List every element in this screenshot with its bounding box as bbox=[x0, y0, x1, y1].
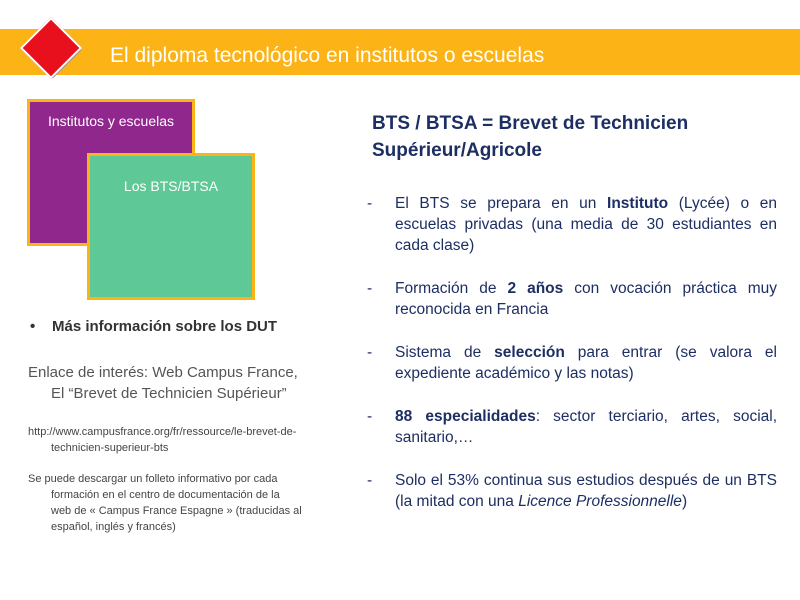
box-bts bbox=[87, 153, 255, 300]
dash-marker: - bbox=[367, 472, 373, 489]
folleto-note bbox=[28, 471, 363, 535]
list-item: - 88 especialidades: sector terciario, artes, social, sanitario,… bbox=[367, 408, 778, 446]
list-item: - Formación de 2 años con vocación práctica muy reconocida en Francia bbox=[367, 280, 778, 318]
bts-list bbox=[367, 193, 777, 534]
campusfrance-url[interactable] bbox=[28, 424, 363, 456]
list-item: - El BTS se prepara en un Instituto (Lycée) o en escuelas privadas (una media de 30 estudiantes en cada clase) bbox=[367, 195, 778, 254]
folleto-line-3: web de « Campus France Espagne » (traducidas al bbox=[51, 505, 302, 517]
folleto-line-4: español, inglés y francés) bbox=[51, 521, 176, 533]
interest-line-2: El “Brevet de Technicien Supérieur” bbox=[51, 385, 287, 402]
interest-line-1: Enlace de interés: Web Campus France, bbox=[28, 364, 298, 381]
folleto-line-2: formación en el centro de documentación de la bbox=[51, 489, 280, 501]
url-line-1: http://www.campusfrance.org/fr/ressource/le-brevet-de- bbox=[28, 426, 297, 438]
url-line-2: technicien-superieur-bts bbox=[51, 442, 169, 454]
dash-marker: - bbox=[367, 280, 373, 297]
dash-marker: - bbox=[367, 195, 373, 212]
slide-title: El diploma tecnológico en institutos o escuelas bbox=[110, 44, 545, 67]
interest-link[interactable] bbox=[28, 362, 358, 404]
folleto-line-1: Se puede descargar un folleto informativo por cada bbox=[28, 473, 278, 485]
box-bts-label: Los BTS/BTSA bbox=[123, 178, 219, 194]
dash-marker: - bbox=[367, 408, 373, 425]
dash-marker: - bbox=[367, 344, 373, 361]
bullet-dot-icon: • bbox=[30, 318, 36, 335]
dut-info-label: Más información sobre los DUT bbox=[52, 318, 278, 335]
box-institutos-label: Institutos y escuelas bbox=[47, 113, 175, 129]
dut-info-link[interactable] bbox=[30, 318, 277, 335]
bts-heading: BTS / BTSA = Brevet de Technicien Supérieur/Agricole bbox=[372, 113, 689, 161]
list-item: - Solo el 53% continua sus estudios después de un BTS (la mitad con una Licence Professionnelle) bbox=[367, 472, 777, 510]
list-item: - Sistema de selección para entrar (se valora el expediente académico y las notas) bbox=[367, 344, 777, 382]
